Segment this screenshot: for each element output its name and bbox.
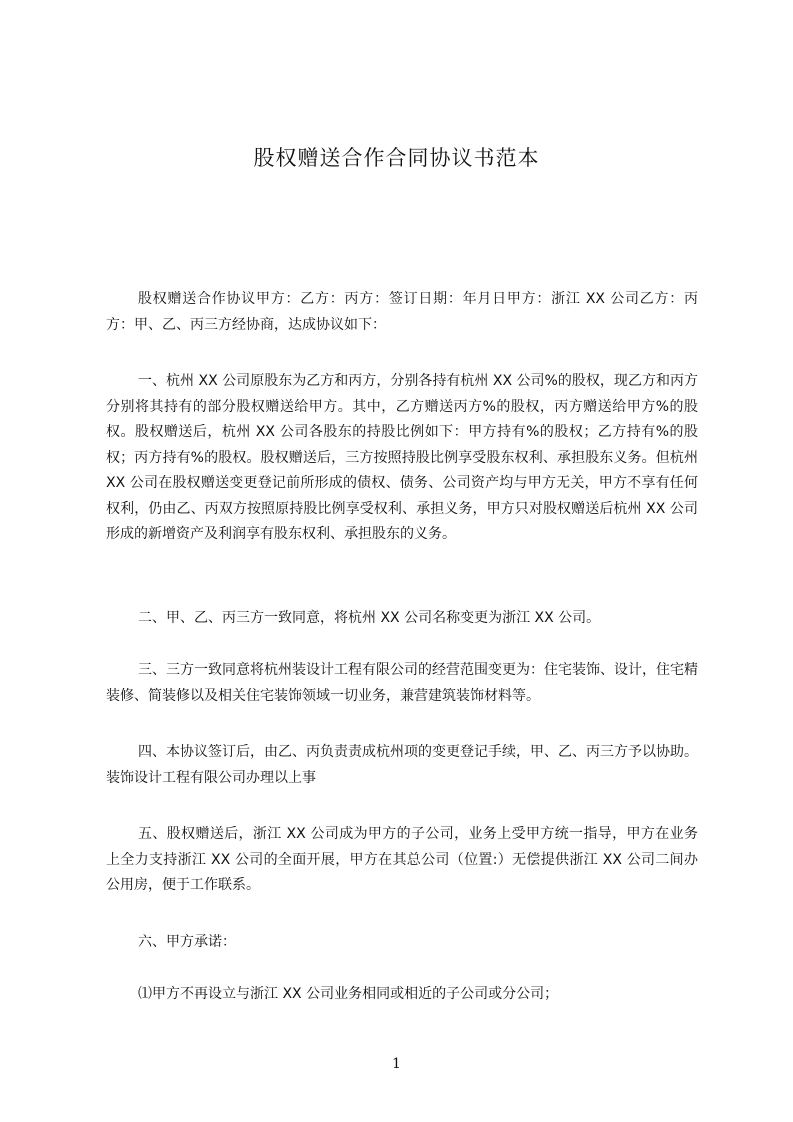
- paragraph-clause-5: 五、股权赠送后，浙江 XX 公司成为甲方的子公司，业务上受甲方统一指导，甲方在业务上全力支持浙江 XX 公司的全面开展，甲方在其总公司（位置:）无偿提供浙江 XX 公司二间办公用房，便于工作联系。: [106, 826, 698, 893]
- paragraph-preamble: 股权赠送合作协议甲方：乙方：丙方：签订日期：年月日甲方：浙江 XX 公司乙方：丙方：甲、乙、丙三方经协商，达成协议如下：: [106, 291, 698, 333]
- paragraph-clause-3: 三、三方一致同意将杭州装设计工程有限公司的经营范围变更为：住宅装饰、设计，住宅精装修、简装修以及相关住宅装饰领域一切业务，兼营建筑装饰材料等。: [106, 662, 698, 704]
- paragraph-clause-6-item-1: ⑴甲方不再设立与浙江 XX 公司业务相同或相近的子公司或分公司；: [138, 986, 559, 1002]
- paragraph-clause-6: 六、甲方承诺：: [138, 934, 236, 950]
- page-number: 1: [392, 1056, 401, 1072]
- paragraph-clause-2: 二、甲、乙、丙三方一致同意，将杭州 XX 公司名称变更为浙江 XX 公司。: [138, 610, 601, 626]
- paragraph-clause-4: 四、本协议签订后，由乙、丙负责责成杭州项的变更登记手续，甲、乙、丙三方予以协助。装饰设计工程有限公司办理以上事: [106, 744, 698, 786]
- paragraph-clause-1: 一、杭州 XX 公司原股东为乙方和丙方，分别各持有杭州 XX 公司%的股权，现乙方和丙方分别将其持有的部分股权赠送给甲方。其中，乙方赠送丙方%的股权，丙方赠送给甲方%的股权。股权赠送后，杭州 XX 公司各股东的持股比例如下：甲方持有%的股权；乙方持有%的股权；丙方持有%的股权。股权赠送后，三方按照持股比例享受股东权利、承担股东义务。但杭州 XX 公司在股权赠送变更登记前所形成的债权、债务、公司资产均与甲方无关，甲方不享有任何权利，仍由乙、丙双方按照原持股比例享受权利、承担义务，甲方只对股权赠送后杭州 XX 公司形成的新增资产及利润享有股东权利、承担股东的义务。: [106, 373, 698, 542]
- page-title: 股权赠送合作合同协议书范本: [253, 146, 540, 170]
